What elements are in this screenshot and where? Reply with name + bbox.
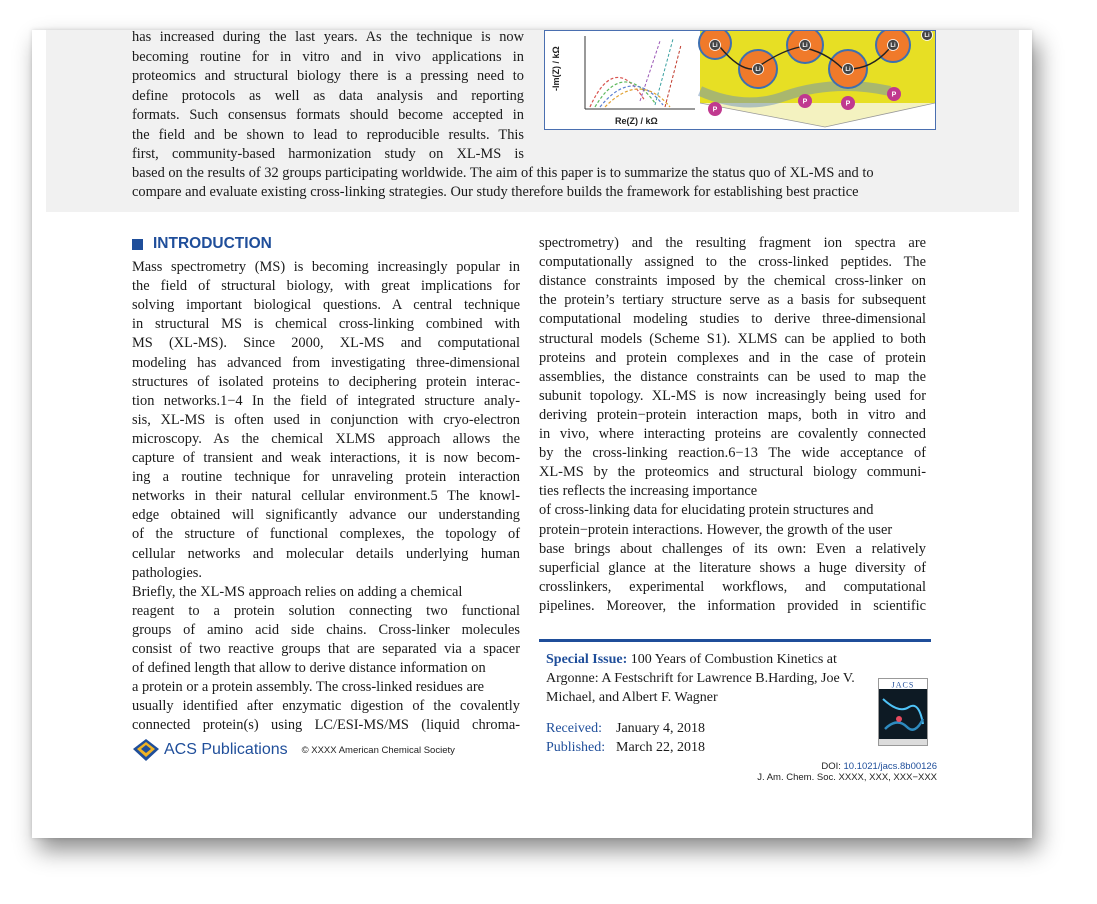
y-axis-label: -Im(Z) / kΩ [551, 46, 561, 91]
body-text-line: pathologies. [132, 564, 202, 581]
abstract-line: formats. Such consensus formats should become accepted in [132, 107, 524, 123]
body-text-line: consist of two reactive groups that are separated via a spacer [132, 641, 520, 657]
abstract-line: define protocols as well as data analysis and reporting [132, 88, 524, 104]
body-text-line: connected protein(s) using LC/ESI-MS/MS (liquid chroma- [132, 717, 520, 734]
journal-cover-image [878, 678, 928, 746]
body-text-line: base brings about challenges of its own: Even a relatively [539, 540, 926, 557]
abstract-line: becoming routine for in vitro and in vivo applications in [132, 49, 524, 65]
body-text-line: crosslinkers, experimental workflows, and computational [539, 578, 926, 595]
special-issue-rule [539, 639, 931, 642]
p-label: P [891, 91, 897, 99]
article-dates [546, 719, 705, 757]
body-text-line: capture of transient and weak interactions, it is now becom- [132, 450, 520, 466]
li-label: Li [755, 67, 761, 73]
body-text-line: the protein’s tertiary structure serve as a basis for subsequent [539, 292, 926, 309]
body-text-line: of the structure of functional complexes, the topology of [132, 526, 520, 543]
p-label: P [845, 100, 851, 108]
x-axis-label: Re(Z) / kΩ [615, 116, 658, 126]
body-text-line: in vivo, where interacting proteins are covalently connected [539, 426, 926, 442]
body-text-line: proteins and protein complexes and in the case of protein [539, 349, 926, 366]
li-label: Li [845, 67, 851, 73]
toc-graphic [544, 30, 936, 130]
li-label: Li [802, 43, 808, 49]
body-text-line: reagent to a protein solution connecting two functional [132, 602, 520, 619]
body-text-line: computational modeling studies to derive three-dimensional [539, 311, 926, 328]
journal-cover-svg [879, 679, 927, 745]
special-issue-line: 100 Years of Combustion Kinetics at [627, 652, 837, 667]
body-text-line: of cross-linking data for elucidating protein structures and [539, 502, 874, 519]
body-text-line: pipelines. Moreover, the information provided in scientific [539, 597, 926, 614]
body-text-line: Briefly, the XL-MS approach relies on adding a chemical [132, 583, 463, 600]
special-issue-note [546, 650, 876, 707]
li-label: Li [890, 43, 896, 49]
body-text-line: sis, XL-MS is often used in conjunction with cryo-electron [132, 411, 520, 428]
body-text-line: microscopy. As the chemical XLMS approach allows the [132, 430, 520, 447]
received-date: January 4, 2018 [616, 721, 706, 736]
body-text-line: distance constraints imposed by the chemical cross-linker on [539, 273, 926, 290]
body-text-line: XL-MS by the proteomics and structural biology communi- [539, 464, 926, 481]
body-text-line: modeling has advanced from investigating three-dimensional [132, 354, 520, 371]
body-text-line: Mass spectrometry (MS) is becoming increasingly popular in [132, 259, 520, 275]
body-text-line: of defined length that allow to derive distance information on [132, 660, 486, 677]
special-issue-line: Michael, and Albert F. Wagner [546, 690, 718, 705]
abstract-line: proteomics and structural biology there is a pressing need to [132, 68, 524, 84]
special-issue-label: Special Issue: [546, 652, 628, 667]
body-text-line: protein−protein interactions. However, the growth of the user [539, 521, 893, 538]
body-text-line: the field of structural biology, with great implications for [132, 278, 520, 295]
published-date: March 22, 2018 [616, 740, 706, 755]
body-text-line: in structural MS is chemical cross-linking combined with [132, 316, 520, 333]
journal-citation: J. Am. Chem. Soc. XXXX, XXX, XXX−XXX [757, 772, 937, 783]
abstract-line: compare and evaluate existing cross-linking strategies. Our study therefore builds the framework for establishing best practice [132, 184, 859, 200]
p-label: P [802, 98, 808, 106]
body-text-line: assemblies, the distance constraints can be used to map the [539, 368, 926, 385]
published-label: Published: [546, 740, 606, 755]
copyright-text: © XXXX American Chemical Society [301, 744, 455, 756]
body-text-line: groups of amino acid side chains. Cross-linker molecules [132, 621, 520, 638]
body-text-line: a protein or a protein assembly. The cross-linked residues are [132, 679, 485, 696]
body-text-line: structures of isolated proteins to deciphering protein interac- [132, 373, 520, 390]
body-text-line: ties reflects the increasing importance [539, 483, 758, 500]
p-label: P [712, 106, 718, 114]
body-text-line: subunit topology. XL-MS is now increasingly being used for [539, 387, 926, 404]
body-text-line: cellular networks and molecular details underlying human [132, 545, 520, 562]
publisher-name: ACS Publications [164, 741, 288, 758]
body-text-line: by the cross-linking reaction.6−13 The wide acceptance of [539, 445, 926, 462]
body-text-line: solving important biological questions. A central technique [132, 297, 520, 314]
toc-graphic-svg [545, 31, 935, 129]
body-text-line: MS (XL-MS). Since 2000, XL-MS and computational [132, 335, 520, 352]
body-text-line: spectrometry) and the resulting fragment ion spectra are [539, 235, 926, 251]
section-heading-text: INTRODUCTION [153, 235, 272, 252]
body-text-line: tion networks.1−4 In the field of integrated structure analy- [132, 392, 520, 409]
body-text-line: edge obtained will significantly advance our understanding [132, 507, 520, 524]
section-bullet [132, 239, 143, 250]
body-text-line: usually identified after enzymatic digestion of the covalently [132, 698, 520, 715]
body-text-line: ing a routine technique for unraveling protein interaction [132, 469, 520, 486]
section-heading [132, 235, 272, 253]
li-label: Li [712, 43, 718, 49]
doi-citation [757, 761, 937, 783]
acs-logo-icon [132, 738, 160, 762]
doi-label: DOI: [821, 761, 844, 772]
doi-link[interactable]: 10.1021/jacs.8b00126 [843, 761, 937, 772]
body-text-line: superficial glance at the literature shows a huge diversity of [539, 559, 926, 576]
body-text-line: deriving protein−protein interaction maps, both in vitro and [539, 406, 926, 423]
body-text-line: networks in their natural cellular environment.5 The knowl- [132, 488, 520, 505]
page-sheet [32, 30, 1032, 838]
abstract-line: has increased during the last years. As the technique is now [132, 30, 524, 45]
body-text-line: computationally assigned to the cross-linked peptides. The [539, 254, 926, 271]
received-label: Received: [546, 721, 602, 736]
abstract-line: based on the results of 32 groups participating worldwide. The aim of this paper is to summarize the status quo of XL-MS and to [132, 165, 874, 181]
special-issue-line: Argonne: A Festschrift for Lawrence B.Harding, Joe V. [546, 671, 855, 686]
abstract-box [46, 30, 1019, 212]
li-label: Li [924, 33, 930, 39]
body-text-line: structural models (Scheme S1). XLMS can be applied to both [539, 330, 926, 347]
journal-cover-title: JACS [891, 680, 915, 690]
abstract-line: first, community-based harmonization study on XL-MS is [132, 146, 524, 162]
publisher-footer [132, 738, 455, 762]
abstract-line: the field and be shown to lead to reproducible results. This [132, 127, 524, 143]
